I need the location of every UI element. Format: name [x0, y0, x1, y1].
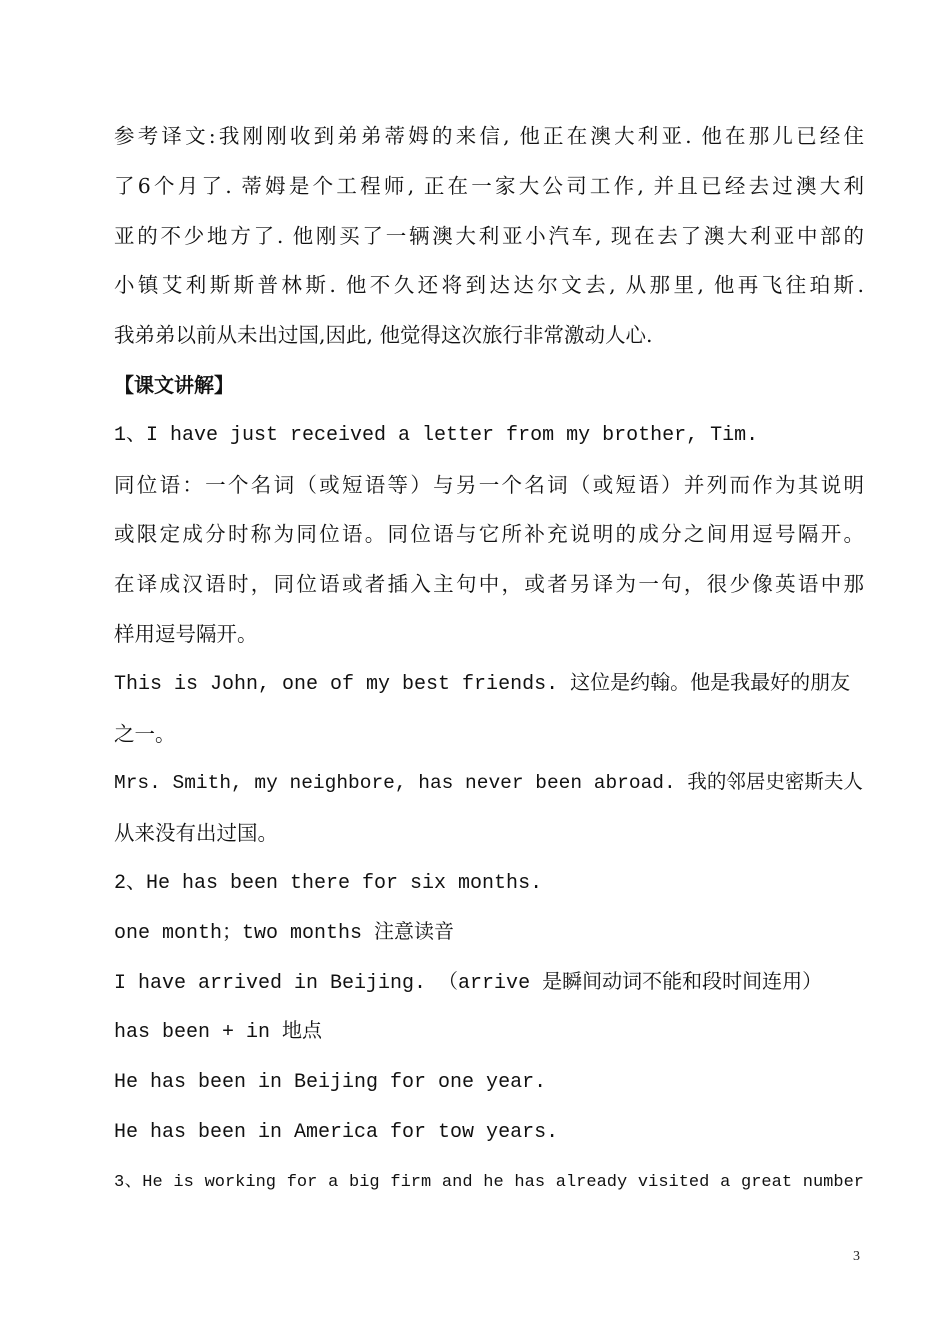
- text-line: 小镇艾利斯斯普林斯. 他不久还将到达达尔文去, 从那里, 他再飞往珀斯.: [114, 273, 864, 298]
- text-line: 样用逗号隔开。: [114, 621, 258, 646]
- example-line: He has been in America for tow years.: [114, 1120, 559, 1144]
- text-line: 我弟弟以前从未出过国,因此, 他觉得这次旅行非常激动人心.: [114, 323, 653, 348]
- example-line: 1、I have just received a letter from my brother, Tim.: [114, 423, 759, 447]
- example-line: This is John, one of my best friends. 这位是约翰。他是我最好的朋友: [114, 672, 851, 696]
- section-heading: 【课文讲解】: [114, 372, 234, 397]
- example-line: 3、He is working for a big firm and he has already visited a great number: [114, 1172, 864, 1192]
- text-line: 参考译文:我刚刚收到弟弟蒂姆的来信, 他正在澳大利亚. 他在那儿已经住: [114, 124, 864, 148]
- document-body: [114, 112, 864, 1208]
- example-line: 2、He has been there for six months.: [114, 871, 543, 895]
- text-line: 之一。: [114, 721, 176, 746]
- page-number: 3: [853, 1249, 860, 1264]
- text-line: 在译成汉语时，同位语或者插入主句中，或者另译为一句，很少像英语中那: [114, 572, 864, 597]
- text-line: 同位语：一个名词（或短语等）与另一个名词（或短语）并列而作为其说明: [114, 472, 864, 497]
- example-line: He has been in Beijing for one year.: [114, 1071, 547, 1095]
- example-line: has been + in 地点: [114, 1021, 323, 1045]
- text-line: 或限定成分时称为同位语。同位语与它所补充说明的成分之间用逗号隔开。: [114, 522, 864, 547]
- example-line: I have arrived in Beijing. （arrive 是瞬间动词不能和段时间连用）: [114, 971, 823, 995]
- text-line: 了6个月了. 蒂姆是个工程师, 正在一家大公司工作, 并且已经去过澳大利: [114, 173, 864, 198]
- text-line: 从来没有出过国。: [114, 821, 278, 846]
- example-line: Mrs. Smith, my neighbore, has never been abroad. 我的邻居史密斯夫人: [114, 772, 863, 795]
- example-line: one month；two months 注意读音: [114, 921, 455, 945]
- text-line: 亚的不少地方了. 他刚买了一辆澳大利亚小汽车, 现在去了澳大利亚中部的: [114, 223, 864, 248]
